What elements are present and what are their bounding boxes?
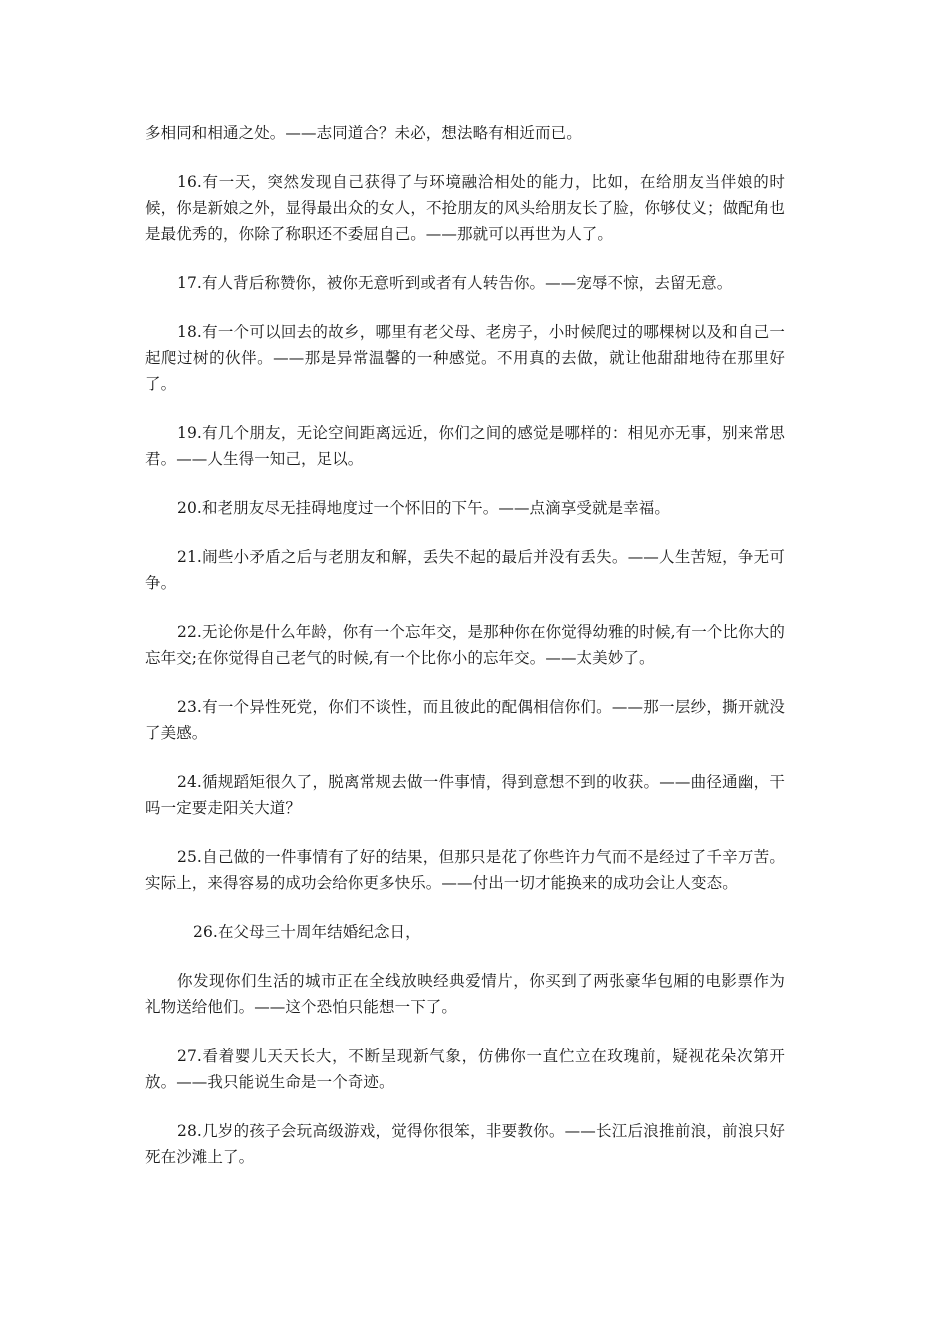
paragraph-item-26-body: 你发现你们生活的城市正在全线放映经典爱情片，你买到了两张豪华包厢的电影票作为礼物送给他们。——这个恐怕只能想一下了。 [145, 972, 785, 1016]
paragraph-item-27: 27.看着婴儿天天长大，不断呈现新气象，仿佛你一直伫立在玫瑰前，疑视花朵次第开放。——我只能说生命是一个奇迹。 [145, 1047, 785, 1091]
document-page [145, 120, 785, 1193]
paragraph-item-17: 17.有人背后称赞你，被你无意听到或者有人转告你。——宠辱不惊，去留无意。 [177, 274, 733, 292]
paragraph-item-16: 16.有一天，突然发现自己获得了与环境融洽相处的能力，比如，在给朋友当伴娘的时候，你是新娘之外，显得最出众的女人，不抢朋友的风头给朋友长了脸，你够仗义；做配角也是最优秀的，你除了称职还不委屈自己。——那就可以再世为人了。 [145, 173, 785, 243]
paragraph-item-22: 22.无论你是什么年龄，你有一个忘年交，是那种你在你觉得幼雅的时候,有一个比你大的忘年交;在你觉得自己老气的时候,有一个比你小的忘年交。——太美妙了。 [145, 623, 785, 667]
paragraph-item-25: 25.自己做的一件事情有了好的结果，但那只是花了你些许力气而不是经过了千辛万苦。实际上，来得容易的成功会给你更多快乐。——付出一切才能换来的成功会让人变态。 [145, 848, 785, 892]
paragraph-item-19: 19.有几个朋友，无论空间距离远近，你们之间的感觉是哪样的：相见亦无事，别来常思君。——人生得一知己，足以。 [145, 424, 785, 468]
paragraph-item-24: 24.循规蹈矩很久了，脱离常规去做一件事情，得到意想不到的收获。——曲径通幽，干吗一定要走阳关大道？ [145, 773, 785, 817]
paragraph-item-26: 26.在父母三十周年结婚纪念日， [193, 923, 421, 941]
paragraph-item-21: 21.闹些小矛盾之后与老朋友和解，丢失不起的最后并没有丢失。——人生苦短，争无可争。 [145, 548, 785, 592]
paragraph-item-23: 23.有一个异性死党，你们不谈性，而且彼此的配偶相信你们。——那一层纱，撕开就没了美感。 [145, 698, 785, 742]
paragraph-item-18: 18.有一个可以回去的故乡，哪里有老父母、老房子，小时候爬过的哪棵树以及和自己一起爬过树的伙伴。——那是异常温馨的一种感觉。不用真的去做，就让他甜甜地待在那里好了。 [145, 323, 785, 393]
paragraph-item-28: 28.几岁的孩子会玩高级游戏，觉得你很笨，非要教你。——长江后浪推前浪，前浪只好死在沙滩上了。 [145, 1122, 785, 1166]
paragraph-item-20: 20.和老朋友尽无挂碍地度过一个怀旧的下午。——点滴享受就是幸福。 [177, 499, 670, 517]
paragraph-continuation: 多相同和相通之处。——志同道合？未必，想法略有相近而已。 [145, 124, 582, 142]
